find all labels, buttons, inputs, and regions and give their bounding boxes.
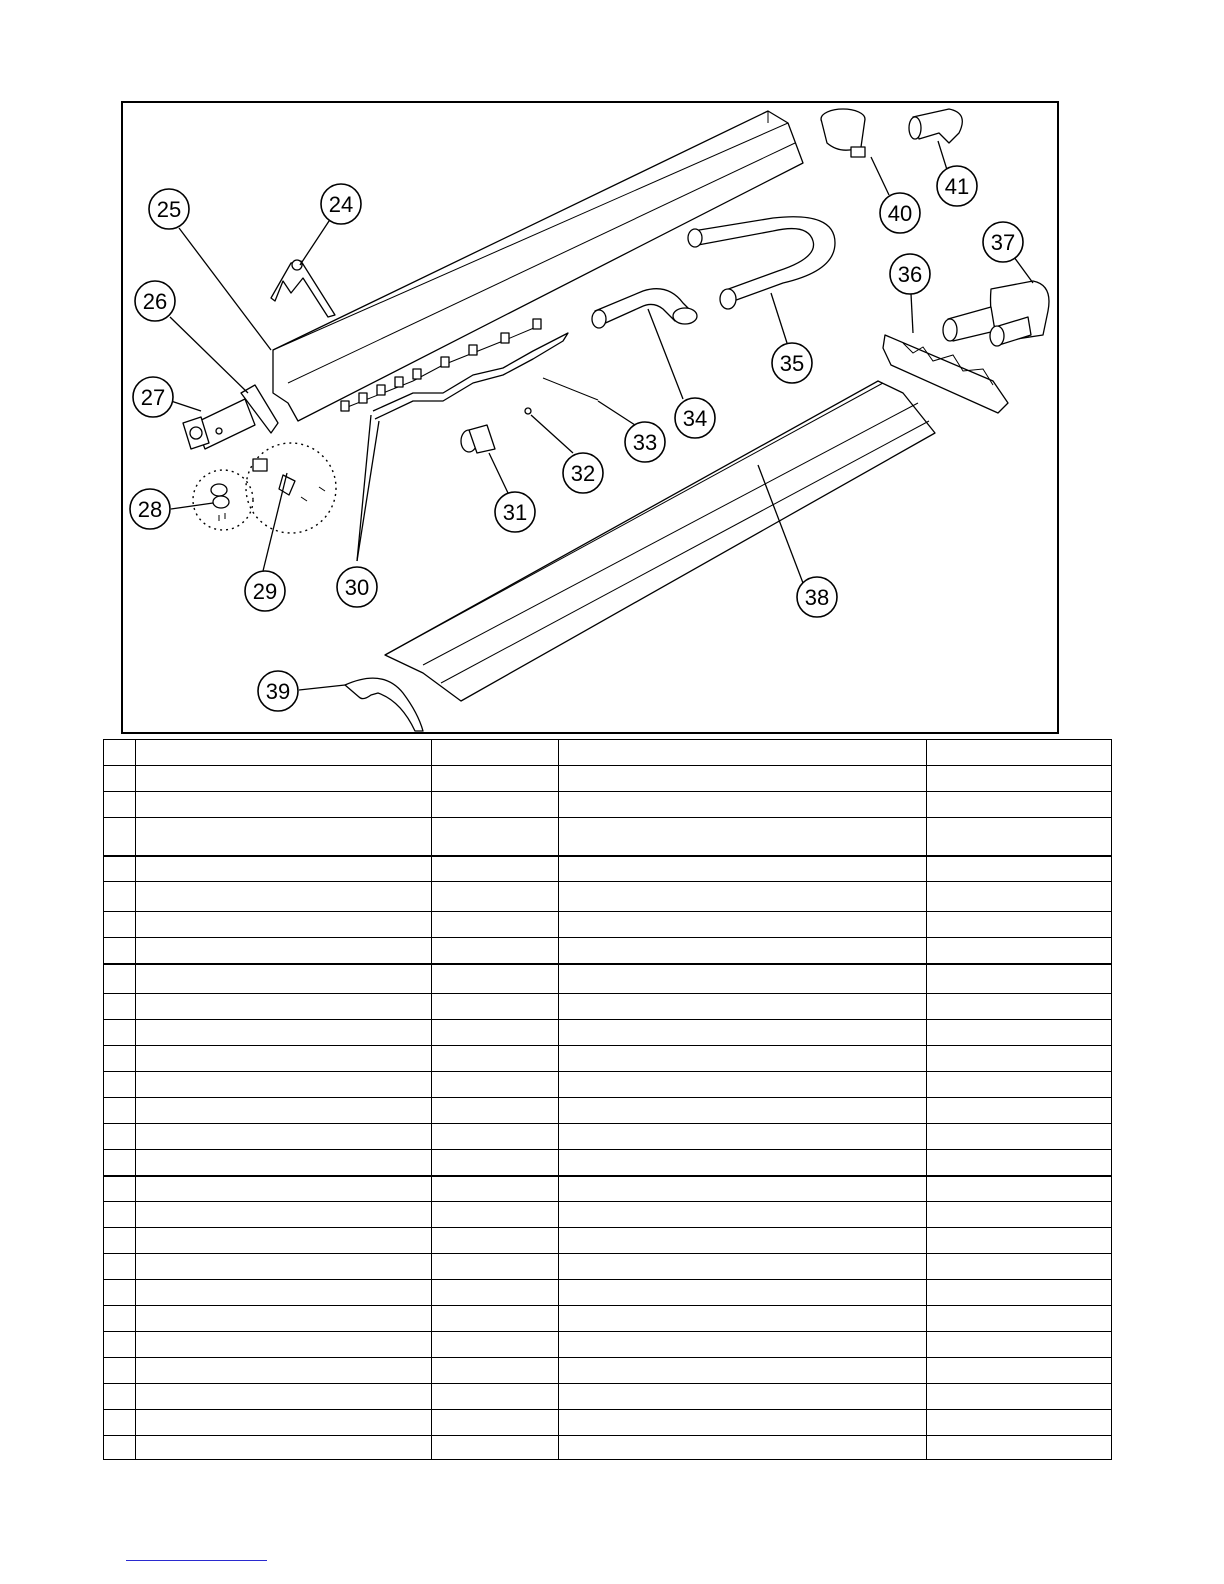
callout-32 bbox=[563, 453, 603, 493]
table-cell bbox=[104, 1228, 136, 1254]
callout-35 bbox=[772, 343, 812, 383]
table-cell bbox=[136, 938, 432, 964]
table-cell bbox=[559, 912, 927, 938]
table-cell bbox=[432, 1020, 559, 1046]
callout-34 bbox=[675, 398, 715, 438]
table-cell bbox=[559, 882, 927, 912]
svg-text:34: 34 bbox=[682, 406, 708, 431]
table-cell bbox=[559, 1202, 927, 1228]
svg-text:38: 38 bbox=[804, 585, 830, 610]
table-cell bbox=[927, 1254, 1112, 1280]
table-cell bbox=[559, 1410, 927, 1436]
table-row bbox=[104, 1046, 1112, 1072]
table-cell bbox=[104, 1254, 136, 1280]
callout-38 bbox=[797, 577, 837, 617]
table-cell bbox=[432, 1150, 559, 1176]
table-cell bbox=[136, 1020, 432, 1046]
table-cell bbox=[927, 1384, 1112, 1410]
table-cell bbox=[136, 1254, 432, 1280]
table-row bbox=[104, 1280, 1112, 1306]
table-cell bbox=[927, 1176, 1112, 1202]
table-cell bbox=[104, 1384, 136, 1410]
table-cell bbox=[927, 1410, 1112, 1436]
callout-39 bbox=[258, 671, 298, 711]
svg-text:26: 26 bbox=[142, 289, 168, 314]
table-cell bbox=[136, 1332, 432, 1358]
table-row bbox=[104, 856, 1112, 882]
table-cell bbox=[927, 1150, 1112, 1176]
svg-text:37: 37 bbox=[990, 230, 1016, 255]
table-row bbox=[104, 1072, 1112, 1098]
table-cell bbox=[104, 1332, 136, 1358]
table-cell bbox=[432, 1124, 559, 1150]
table-row bbox=[104, 882, 1112, 912]
table-cell bbox=[559, 818, 927, 856]
table-row bbox=[104, 1254, 1112, 1280]
table-cell bbox=[927, 912, 1112, 938]
part-27-burner-tube bbox=[183, 399, 255, 449]
table-cell bbox=[136, 1384, 432, 1410]
table-cell bbox=[432, 1306, 559, 1332]
table-cell bbox=[104, 1124, 136, 1150]
table-cell bbox=[104, 1098, 136, 1124]
part-33-rod bbox=[543, 378, 598, 400]
table-cell bbox=[104, 1202, 136, 1228]
table-cell bbox=[927, 964, 1112, 994]
table-cell bbox=[104, 1436, 136, 1460]
table-row bbox=[104, 1176, 1112, 1202]
table-row bbox=[104, 1228, 1112, 1254]
table-cell bbox=[104, 1046, 136, 1072]
table-cell bbox=[559, 1176, 927, 1202]
table-cell bbox=[104, 856, 136, 882]
exploded-parts-diagram bbox=[121, 101, 1059, 734]
table-row bbox=[104, 1410, 1112, 1436]
table-cell bbox=[432, 856, 559, 882]
table-cell bbox=[136, 792, 432, 818]
table-row bbox=[104, 1306, 1112, 1332]
table-cell bbox=[432, 1384, 559, 1410]
table-row bbox=[104, 994, 1112, 1020]
table-row bbox=[104, 1098, 1112, 1124]
table-cell bbox=[559, 1228, 927, 1254]
callout-28 bbox=[130, 489, 170, 529]
table-cell bbox=[136, 1410, 432, 1436]
table-cell bbox=[432, 818, 559, 856]
table-cell bbox=[559, 1332, 927, 1358]
table-cell bbox=[136, 1280, 432, 1306]
table-cell bbox=[104, 1410, 136, 1436]
table-cell bbox=[432, 912, 559, 938]
table-cell bbox=[432, 1046, 559, 1072]
part-41-elbow-fitting bbox=[909, 109, 962, 143]
svg-text:33: 33 bbox=[632, 430, 658, 455]
table-cell bbox=[104, 1020, 136, 1046]
part-39-end-piece bbox=[345, 678, 423, 731]
svg-text:30: 30 bbox=[344, 575, 370, 600]
table-cell bbox=[559, 766, 927, 792]
callout-30 bbox=[337, 567, 377, 607]
part-29-ignitor bbox=[246, 443, 336, 533]
table-cell bbox=[136, 818, 432, 856]
table-cell bbox=[432, 740, 559, 766]
table-cell bbox=[927, 1436, 1112, 1460]
table-cell bbox=[927, 1072, 1112, 1098]
table-cell bbox=[136, 1124, 432, 1150]
table-cell bbox=[136, 1436, 432, 1460]
table-cell bbox=[559, 1046, 927, 1072]
table-cell bbox=[432, 792, 559, 818]
table-row bbox=[104, 818, 1112, 856]
part-34-elbow bbox=[592, 289, 697, 328]
table-cell bbox=[104, 938, 136, 964]
table-cell bbox=[136, 1046, 432, 1072]
callout-26 bbox=[135, 281, 175, 321]
table-cell bbox=[136, 740, 432, 766]
table-cell bbox=[927, 1202, 1112, 1228]
part-32-screw bbox=[525, 408, 531, 414]
svg-text:29: 29 bbox=[252, 579, 278, 604]
table-cell bbox=[104, 1176, 136, 1202]
svg-text:36: 36 bbox=[897, 262, 923, 287]
svg-text:40: 40 bbox=[887, 201, 913, 226]
table-cell bbox=[432, 1410, 559, 1436]
table-cell bbox=[559, 1020, 927, 1046]
table-cell bbox=[559, 938, 927, 964]
table-cell bbox=[432, 1332, 559, 1358]
table-cell bbox=[432, 938, 559, 964]
table-cell bbox=[104, 1280, 136, 1306]
table-row bbox=[104, 1384, 1112, 1410]
callout-33 bbox=[625, 422, 665, 462]
table-cell bbox=[559, 1280, 927, 1306]
callout-27 bbox=[133, 377, 173, 417]
table-cell bbox=[432, 1176, 559, 1202]
table-cell bbox=[559, 740, 927, 766]
table-cell bbox=[136, 1228, 432, 1254]
table-cell bbox=[927, 1332, 1112, 1358]
table-cell bbox=[432, 1202, 559, 1228]
table-cell bbox=[927, 1228, 1112, 1254]
table-cell bbox=[927, 766, 1112, 792]
callout-25 bbox=[149, 189, 189, 229]
table-cell bbox=[927, 856, 1112, 882]
table-row bbox=[104, 964, 1112, 994]
callout-37 bbox=[983, 222, 1023, 262]
diagram-drawing bbox=[123, 103, 1061, 736]
table-cell bbox=[927, 740, 1112, 766]
footer-link[interactable] bbox=[126, 1552, 267, 1561]
callout-31 bbox=[495, 492, 535, 532]
table-cell bbox=[927, 994, 1112, 1020]
table-cell bbox=[559, 1358, 927, 1384]
svg-text:25: 25 bbox=[156, 197, 182, 222]
table-row bbox=[104, 1332, 1112, 1358]
table-row bbox=[104, 792, 1112, 818]
table-cell bbox=[104, 766, 136, 792]
table-cell bbox=[136, 1176, 432, 1202]
table-cell bbox=[559, 1150, 927, 1176]
table-cell bbox=[104, 818, 136, 856]
svg-text:28: 28 bbox=[137, 497, 163, 522]
table-cell bbox=[104, 912, 136, 938]
table-cell bbox=[927, 1280, 1112, 1306]
svg-text:35: 35 bbox=[779, 351, 805, 376]
table-cell bbox=[927, 818, 1112, 856]
table-cell bbox=[927, 1124, 1112, 1150]
table-row bbox=[104, 912, 1112, 938]
table-cell bbox=[927, 1358, 1112, 1384]
table-cell bbox=[559, 1384, 927, 1410]
svg-text:32: 32 bbox=[570, 461, 596, 486]
table-cell bbox=[104, 882, 136, 912]
callout-40 bbox=[880, 193, 920, 233]
table-row bbox=[104, 766, 1112, 792]
table-cell bbox=[559, 1072, 927, 1098]
table-row bbox=[104, 1124, 1112, 1150]
table-row bbox=[104, 938, 1112, 964]
part-24-hanger bbox=[271, 260, 335, 317]
svg-text:31: 31 bbox=[502, 500, 528, 525]
parts-list-table bbox=[103, 739, 1112, 1460]
table-cell bbox=[927, 882, 1112, 912]
table-cell bbox=[432, 1254, 559, 1280]
table-cell bbox=[104, 1306, 136, 1332]
callout-29 bbox=[245, 571, 285, 611]
table-cell bbox=[432, 766, 559, 792]
table-cell bbox=[104, 740, 136, 766]
table-cell bbox=[136, 1072, 432, 1098]
part-40-collar bbox=[821, 109, 865, 157]
table-cell bbox=[927, 938, 1112, 964]
table-cell bbox=[559, 994, 927, 1020]
table-cell bbox=[136, 912, 432, 938]
table-cell bbox=[136, 964, 432, 994]
table-cell bbox=[432, 1280, 559, 1306]
svg-text:24: 24 bbox=[328, 192, 354, 217]
table-row bbox=[104, 1358, 1112, 1384]
table-cell bbox=[432, 882, 559, 912]
table-cell bbox=[559, 1124, 927, 1150]
callout-36 bbox=[890, 254, 930, 294]
table-cell bbox=[136, 1358, 432, 1384]
table-cell bbox=[432, 1228, 559, 1254]
table-cell bbox=[559, 964, 927, 994]
table-cell bbox=[432, 1358, 559, 1384]
table-cell bbox=[432, 964, 559, 994]
table-cell bbox=[559, 1306, 927, 1332]
table-row bbox=[104, 740, 1112, 766]
table-cell bbox=[927, 1046, 1112, 1072]
table-cell bbox=[104, 1072, 136, 1098]
table-cell bbox=[432, 1436, 559, 1460]
table-cell bbox=[927, 792, 1112, 818]
table-cell bbox=[104, 994, 136, 1020]
table-cell bbox=[136, 766, 432, 792]
part-25-reflector bbox=[273, 111, 803, 421]
table-cell bbox=[104, 964, 136, 994]
table-cell bbox=[136, 1150, 432, 1176]
table-row bbox=[104, 1202, 1112, 1228]
table-cell bbox=[559, 856, 927, 882]
table-cell bbox=[559, 1436, 927, 1460]
table-cell bbox=[927, 1020, 1112, 1046]
callout-24 bbox=[321, 184, 361, 224]
table-row bbox=[104, 1020, 1112, 1046]
table-row bbox=[104, 1150, 1112, 1176]
table-cell bbox=[136, 1098, 432, 1124]
callout-41 bbox=[937, 166, 977, 206]
table-cell bbox=[559, 1098, 927, 1124]
part-37-end-cap bbox=[943, 281, 1049, 346]
table-cell bbox=[104, 792, 136, 818]
table-cell bbox=[136, 1306, 432, 1332]
table-cell bbox=[559, 792, 927, 818]
table-cell bbox=[136, 994, 432, 1020]
table-cell bbox=[432, 994, 559, 1020]
table-cell bbox=[104, 1358, 136, 1384]
table-cell bbox=[559, 1254, 927, 1280]
table-cell bbox=[104, 1150, 136, 1176]
table-cell bbox=[432, 1072, 559, 1098]
part-28-fittings bbox=[193, 470, 253, 530]
svg-text:41: 41 bbox=[944, 174, 970, 199]
table-cell bbox=[927, 1306, 1112, 1332]
part-35-u-tube bbox=[688, 217, 835, 309]
table-row bbox=[104, 1436, 1112, 1460]
table-cell bbox=[432, 1098, 559, 1124]
table-cell bbox=[136, 882, 432, 912]
table-cell bbox=[136, 1202, 432, 1228]
svg-text:39: 39 bbox=[265, 679, 291, 704]
svg-text:27: 27 bbox=[140, 385, 166, 410]
table-cell bbox=[136, 856, 432, 882]
table-cell bbox=[927, 1098, 1112, 1124]
part-31-clamp bbox=[461, 425, 495, 453]
